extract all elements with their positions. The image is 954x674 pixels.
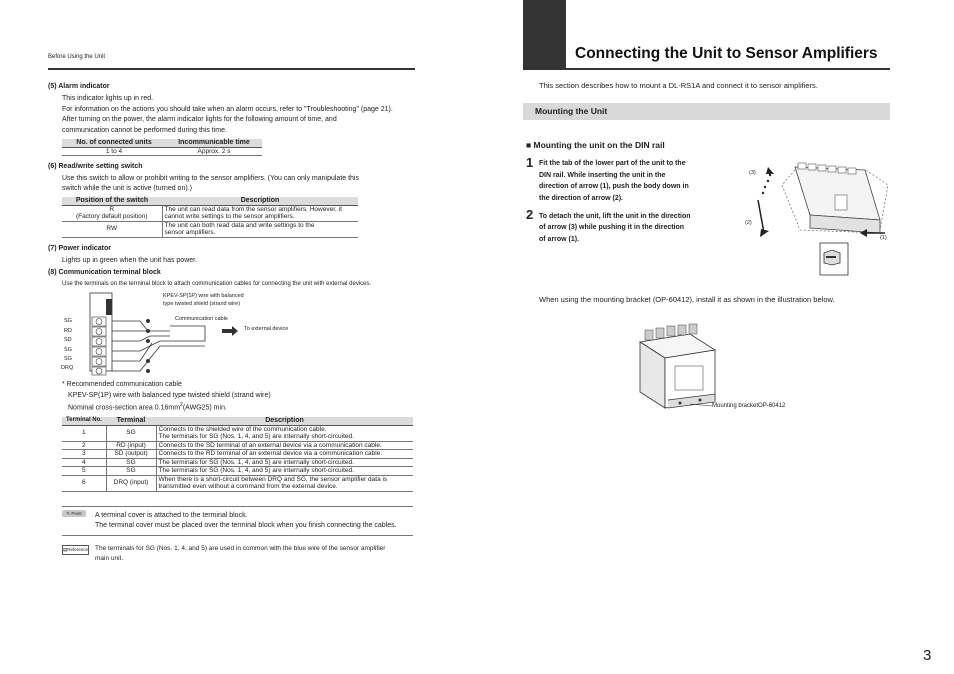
comm-title: (8) Communication terminal block bbox=[48, 269, 161, 276]
table-cell: RD (input) bbox=[106, 441, 156, 450]
table-cell: cannot write settings to the sensor amplifiers. bbox=[164, 213, 295, 220]
arrow-2-icon bbox=[758, 200, 769, 237]
terminal-label: RD bbox=[64, 328, 72, 334]
switch-icon bbox=[106, 299, 112, 315]
point-line: The terminal cover must be placed over the terminal block when you finish connecting the cables. bbox=[95, 522, 397, 529]
bracket-label: Mounting bracketOP-60412 bbox=[712, 403, 786, 409]
table-row bbox=[62, 458, 413, 467]
table-header: Description bbox=[162, 197, 358, 205]
header-rule bbox=[48, 68, 415, 70]
rw-title: (6) Read/write setting switch bbox=[48, 163, 143, 170]
table-row bbox=[62, 425, 413, 441]
divider bbox=[62, 506, 413, 507]
arrow-label: (3) bbox=[749, 170, 756, 176]
table-cell: Connects to the SD terminal of an external device via a communication cable. bbox=[156, 441, 413, 450]
alarm-line: After turning on the power, the alarm indicator lights for the following amount of time, and bbox=[62, 116, 337, 123]
note-line: Nominal cross-section area $0.16mm^2(AWG25)$ min. bbox=[68, 402, 227, 412]
alarm-title: (5) Alarm indicator bbox=[48, 83, 110, 90]
note-line: * Recommended communication cable bbox=[62, 381, 182, 388]
table-cell: 1 bbox=[62, 425, 106, 441]
table-cell: The unit can both read data and write settings to the bbox=[164, 221, 315, 229]
table-header: Terminal bbox=[106, 417, 156, 425]
table-cell: The terminals for SG (Nos. 1, 4, and 5) are internally short-circuited. bbox=[156, 458, 413, 467]
running-header: Before Using the Unit bbox=[48, 54, 106, 60]
table-row bbox=[62, 147, 262, 156]
table-cell: Connects to the RD terminal of an external device via a communication cable. bbox=[156, 450, 413, 459]
arrow-label: (2) bbox=[745, 220, 752, 226]
table-header: Terminal No. bbox=[62, 417, 106, 425]
communication-cable-label: Communication cable bbox=[175, 316, 228, 322]
table-cell: Connects to the shielded wire of the communication cable. bbox=[158, 425, 327, 433]
divider bbox=[62, 535, 413, 536]
reference-badge: ▤Reference bbox=[62, 545, 89, 555]
din-rail-illustration bbox=[740, 155, 895, 285]
table-cell: Approx. 2 s bbox=[166, 147, 262, 156]
arrow-right-icon bbox=[222, 326, 238, 336]
chapter-tab bbox=[523, 0, 566, 69]
table-cell: 1 to 4 bbox=[62, 147, 166, 156]
table-row bbox=[62, 475, 413, 491]
table-header: No. of connected units bbox=[62, 139, 166, 147]
step-line: the direction of arrow (2). bbox=[539, 195, 624, 202]
subheading: ■ Mounting the unit on the DIN rail bbox=[526, 140, 665, 150]
terminal-table bbox=[62, 417, 413, 492]
table-cell: 3 bbox=[62, 450, 106, 459]
title-rule bbox=[523, 68, 890, 70]
table-cell: DRQ (input) bbox=[106, 475, 156, 491]
alarm-line: This indicator lights up in red. bbox=[62, 95, 154, 102]
table-row bbox=[62, 205, 358, 221]
terminal-label: DRQ bbox=[61, 365, 74, 371]
cable-label-line2: type twisted shield (strand wire) bbox=[163, 301, 241, 307]
pencil-icon: ✎ bbox=[66, 511, 71, 516]
point-badge: ✎ Point bbox=[62, 510, 86, 517]
table-row bbox=[62, 450, 413, 459]
table-cell: SG bbox=[106, 425, 156, 441]
alarm-table bbox=[62, 139, 262, 156]
table-cell: SG bbox=[106, 458, 156, 467]
cable-label-line1: KPEV-SP(1P) wire with balanced bbox=[163, 293, 244, 299]
rw-table bbox=[62, 197, 358, 238]
intro-text: This section describes how to mount a DL-RS1A and connect it to sensor amplifiers. bbox=[539, 81, 818, 90]
table-cell: R bbox=[109, 205, 115, 213]
table-cell: 6 bbox=[62, 475, 106, 491]
step-line: To detach the unit, lift the unit in the direction bbox=[539, 213, 691, 220]
page-number: 3 bbox=[923, 647, 932, 664]
table-cell: When there is a short-circuit between DRQ and SG, the sensor amplifier data is bbox=[158, 475, 388, 483]
bracket-text: When using the mounting bracket (OP-60412), install it as shown in the illustration below. bbox=[539, 295, 835, 304]
table-cell: RW bbox=[62, 221, 162, 237]
power-text: Lights up in green when the unit has power. bbox=[62, 257, 198, 264]
step-number: 1 bbox=[526, 155, 534, 170]
table-cell: The unit can read data from the sensor amplifiers. However, it bbox=[164, 205, 342, 213]
rw-line: switch while the unit is active (turned on).) bbox=[62, 185, 192, 192]
terminal-label: SG bbox=[64, 318, 72, 324]
step-line: of arrow (1). bbox=[539, 236, 580, 243]
table-cell: transmitted even without a command from the external device. bbox=[158, 483, 338, 490]
table-row bbox=[62, 467, 413, 476]
arrow-label: (1) bbox=[880, 235, 887, 241]
mounting-bracket-illustration bbox=[630, 320, 730, 415]
comm-text: Use the terminals on the terminal block to attach communication cables for connecting the unit with external devices. bbox=[62, 281, 372, 287]
alarm-line: For information on the actions you should take when an alarm occurs, refer to "Troubleshooting" (page 21). bbox=[62, 106, 393, 113]
table-cell: SD (output) bbox=[106, 450, 156, 459]
reference-line: The terminals for SG (Nos. 1, 4, and 5) are used in common with the blue wire of the sensor amplifier bbox=[95, 545, 386, 552]
rw-line: Use this switch to allow or prohibit writing to the sensor amplifiers. (You can only manipulate this bbox=[62, 175, 359, 182]
section-heading: Mounting the Unit bbox=[535, 106, 608, 116]
step-line: of arrow (3) while pushing it in the direction bbox=[539, 224, 685, 231]
table-cell: The terminals for SG (Nos. 1, 4, and 5) are internally short-circuited. bbox=[158, 433, 354, 440]
table-cell: (Factory default position) bbox=[75, 213, 148, 220]
step-line: direction of arrow (1), push the body down in bbox=[539, 183, 689, 190]
table-cell: sensor amplifiers. bbox=[164, 229, 216, 236]
table-cell: 2 bbox=[62, 441, 106, 450]
book-icon: ▤ bbox=[63, 547, 68, 552]
table-header: Description bbox=[156, 417, 413, 425]
step-line: Fit the tab of the lower part of the unit to the bbox=[539, 160, 686, 167]
step-number: 2 bbox=[526, 207, 534, 222]
table-cell: 5 bbox=[62, 467, 106, 476]
table-row bbox=[62, 441, 413, 450]
table-cell: SG bbox=[106, 467, 156, 476]
page-title: Connecting the Unit to Sensor Amplifiers bbox=[575, 45, 878, 62]
table-header: Position of the switch bbox=[62, 197, 162, 205]
point-line: A terminal cover is attached to the terminal block. bbox=[95, 512, 248, 519]
arrow-3-icon bbox=[762, 167, 774, 194]
table-cell: The terminals for SG (Nos. 1, 4, and 5) are internally short-circuited. bbox=[156, 467, 413, 476]
terminal-label: SD bbox=[64, 337, 72, 343]
table-header: Incommunicable time bbox=[166, 139, 262, 147]
reference-line: main unit. bbox=[95, 555, 124, 562]
note-line: KPEV-SP(1P) wire with balanced type twisted shield (strand wire) bbox=[68, 392, 271, 399]
power-title: (7) Power indicator bbox=[48, 245, 112, 252]
table-row bbox=[62, 221, 358, 237]
terminal-label: SG bbox=[64, 356, 72, 362]
table-cell: 4 bbox=[62, 458, 106, 467]
terminal-label: SG bbox=[64, 347, 72, 353]
din-rail-detail bbox=[820, 243, 848, 275]
step-line: DIN rail. While inserting the unit in the bbox=[539, 172, 666, 179]
alarm-line: communication cannot be performed during this time. bbox=[62, 127, 227, 134]
external-device-label: To external device bbox=[244, 326, 289, 332]
